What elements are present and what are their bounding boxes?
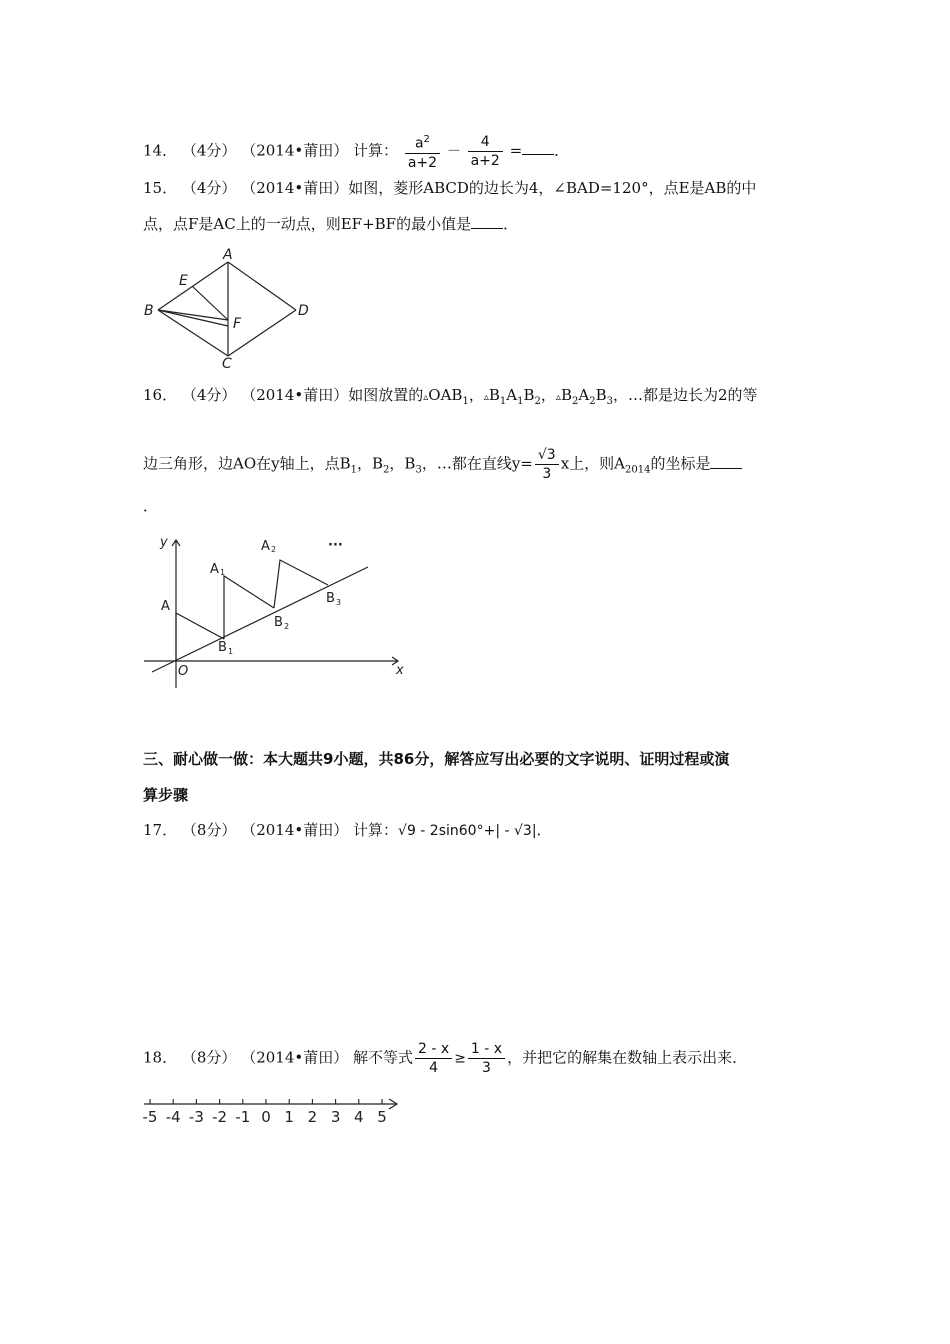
q16-sep-b2: ，B xyxy=(357,454,384,473)
q14-minus: － xyxy=(446,143,461,160)
q17-prompt: 计算： xyxy=(353,821,399,839)
triangle-B2A2B3 xyxy=(274,560,328,608)
q16-fraction xyxy=(535,446,559,483)
q17-expression: √9 - 2sin60°+| - √3| xyxy=(398,823,537,839)
label-B: B xyxy=(144,303,154,319)
q15-text-1: 如图，菱形ABCD的边长为4，∠BAD=120°，点E是AB的中 xyxy=(348,179,757,197)
q14-fraction-1 xyxy=(405,131,440,172)
q16-b2-sub: 2 xyxy=(383,464,390,476)
q16-sep-1: ， xyxy=(468,386,484,404)
q14-answer-blank xyxy=(522,140,554,155)
point-B1-sub: 1 xyxy=(228,647,234,656)
q18-number: 18． xyxy=(143,1048,178,1067)
q18-geq: ≥ xyxy=(454,1050,466,1067)
q17-number: 17． xyxy=(143,821,178,839)
question-16-line-3 xyxy=(143,496,158,516)
q16-tri-3a-sub: 2 xyxy=(571,396,579,407)
q18-rest: ，并把它的解集在数轴上表示出来． xyxy=(507,1048,748,1067)
q18-source: （2014•莆田） xyxy=(241,1048,349,1067)
triangle-symbol: ▵ xyxy=(483,392,489,403)
question-15-line-2 xyxy=(143,214,518,234)
q16-sep-2: ， xyxy=(540,386,556,404)
q16-tri-3c-sub: 3 xyxy=(606,396,613,407)
number-line-label: -4 xyxy=(165,1108,181,1126)
label-F: F xyxy=(233,316,242,332)
q16-tri-3a: B xyxy=(560,386,572,404)
x-label: x xyxy=(396,663,404,678)
point-B2-label: B xyxy=(274,615,283,630)
number-line-label: -3 xyxy=(188,1108,204,1126)
q16-source: （2014•莆田） xyxy=(241,386,349,404)
number-line-label: 2 xyxy=(307,1108,318,1126)
number-line-label: 1 xyxy=(284,1108,294,1126)
number-line-label: -2 xyxy=(212,1108,228,1126)
q16-tri-3b: A xyxy=(578,386,590,404)
q16-text-2b: ，…都在直线y= xyxy=(421,454,533,473)
question-16-line-1 xyxy=(143,385,758,412)
q14-frac1-exp: 2 xyxy=(423,134,430,145)
q18-fraction-1 xyxy=(415,1040,452,1077)
q16-tri-2c-sub: 2 xyxy=(534,396,541,407)
q15-answer-blank xyxy=(471,214,503,229)
q14-end: ． xyxy=(554,141,570,160)
question-15-line-1 xyxy=(143,178,756,198)
q18-frac1-den: 4 xyxy=(429,1060,439,1076)
q16-text-2d: 的坐标是 xyxy=(650,454,711,473)
label-E: E xyxy=(179,273,188,289)
number-line-label: -1 xyxy=(235,1108,251,1126)
q14-fraction-2 xyxy=(468,133,503,170)
q16-points: （4分） xyxy=(181,386,237,404)
label-A: A xyxy=(223,247,233,263)
q15-text-2-end: ． xyxy=(503,215,519,233)
section-3-heading-line-1: 三、耐心做一做：本大题共9小题，共86分，解答应写出必要的文字说明、证明过程或演 xyxy=(143,750,730,768)
edge-AD xyxy=(228,262,296,310)
triangle-symbol: ▵ xyxy=(555,392,561,403)
q16-frac-num: √3 xyxy=(535,446,559,465)
origin-label: O xyxy=(178,664,189,679)
q16-tri-2c: B xyxy=(523,386,535,404)
number-line-label: 3 xyxy=(330,1108,341,1126)
point-A-label: A xyxy=(161,599,170,614)
y-label: y xyxy=(160,535,168,550)
q15-source: （2014•莆田） xyxy=(241,179,349,197)
q18-frac2-den: 3 xyxy=(482,1060,491,1076)
q18-points: （8分） xyxy=(181,1048,237,1067)
q18-fraction-2 xyxy=(468,1040,505,1077)
q17-points: （8分） xyxy=(181,821,237,839)
line-y-sqrt3x xyxy=(152,567,368,672)
question-14 xyxy=(143,131,569,172)
number-line-label: 0 xyxy=(261,1108,271,1126)
q18-frac1-num: 2 - x xyxy=(415,1040,452,1059)
q14-source: （2014•莆田） xyxy=(241,141,349,160)
question-16-line-2 xyxy=(143,446,742,483)
q18-frac2-num: 1 - x xyxy=(468,1040,505,1059)
number-line-label: 5 xyxy=(377,1108,387,1126)
q14-equals: = xyxy=(509,141,523,160)
q16-tri-3c: B xyxy=(595,386,607,404)
edge-BC xyxy=(158,310,228,356)
number-line-label: 4 xyxy=(354,1108,364,1126)
point-A1-sub: 1 xyxy=(220,568,226,577)
q15-rhombus-figure xyxy=(138,246,318,371)
edge-AB xyxy=(158,262,228,310)
q14-frac1-num: a xyxy=(414,135,424,152)
q16-b1-sub: 1 xyxy=(350,464,358,476)
point-B1-label: B xyxy=(218,640,227,655)
section-3-heading-line-2: 算步骤 xyxy=(143,786,189,804)
label-D: D xyxy=(298,303,309,319)
q16-sep-b3: ，B xyxy=(389,454,416,473)
point-A2-label: A xyxy=(261,539,270,554)
continuation-dots: ··· xyxy=(328,538,343,553)
q16-answer-blank xyxy=(710,454,742,469)
q16-number: 16． xyxy=(143,386,178,404)
q16-text-1a: 如图放置的 xyxy=(348,386,424,404)
q14-frac2-num: 4 xyxy=(468,133,503,152)
point-B3-sub: 3 xyxy=(336,598,342,607)
q16-coordinate-figure xyxy=(140,530,410,690)
q16-tri-1-sub: 1 xyxy=(462,396,469,407)
q14-points: （4分） xyxy=(181,141,237,160)
q14-frac1-den: a+2 xyxy=(407,154,438,171)
q16-tri-2a-sub: 1 xyxy=(499,396,507,407)
label-C: C xyxy=(222,356,232,371)
q16-text-1b: ，…都是边长为2的等 xyxy=(612,386,758,404)
q18-number-line xyxy=(138,1093,408,1127)
point-B2-sub: 2 xyxy=(284,622,290,631)
number-line-label: -5 xyxy=(142,1108,158,1126)
q16-text-3: ． xyxy=(143,497,159,515)
q16-frac-den: 3 xyxy=(542,466,552,482)
point-B3-label: B xyxy=(326,591,335,606)
q16-tri-3b-sub: 2 xyxy=(589,396,596,407)
q16-text-2a: 边三角形，边AO在y轴上，点B xyxy=(143,454,351,473)
q14-prompt: 计算： xyxy=(353,141,399,160)
q16-text-2c: x上，则A xyxy=(560,454,625,473)
q15-points: （4分） xyxy=(181,179,237,197)
triangle-symbol: ▵ xyxy=(423,392,429,403)
q14-number: 14． xyxy=(143,141,178,160)
q16-tri-2a: B xyxy=(488,386,500,404)
triangle-OAB1 xyxy=(176,613,224,661)
q16-tri-2b-sub: 1 xyxy=(517,396,524,407)
q15-number: 15． xyxy=(143,179,178,197)
triangle-B1A1B2 xyxy=(224,576,274,639)
q17-source: （2014•莆田） xyxy=(241,821,349,839)
segment-EF xyxy=(192,286,228,320)
q16-a-sub: 2014 xyxy=(625,464,651,476)
q17-end: ． xyxy=(536,821,552,839)
q16-tri-1: OAB xyxy=(428,386,463,404)
q16-b3-sub: 3 xyxy=(415,464,422,476)
q15-text-2: 点，点F是AC上的一动点，则EF+BF的最小值是 xyxy=(143,215,472,233)
question-18 xyxy=(143,1040,747,1077)
q16-tri-2b: A xyxy=(506,386,518,404)
q14-frac2-den: a+2 xyxy=(470,152,500,169)
question-17 xyxy=(143,820,552,841)
q18-prompt: 解不等式 xyxy=(353,1048,414,1067)
point-A2-sub: 2 xyxy=(271,545,277,554)
point-A1-label: A xyxy=(210,562,219,577)
